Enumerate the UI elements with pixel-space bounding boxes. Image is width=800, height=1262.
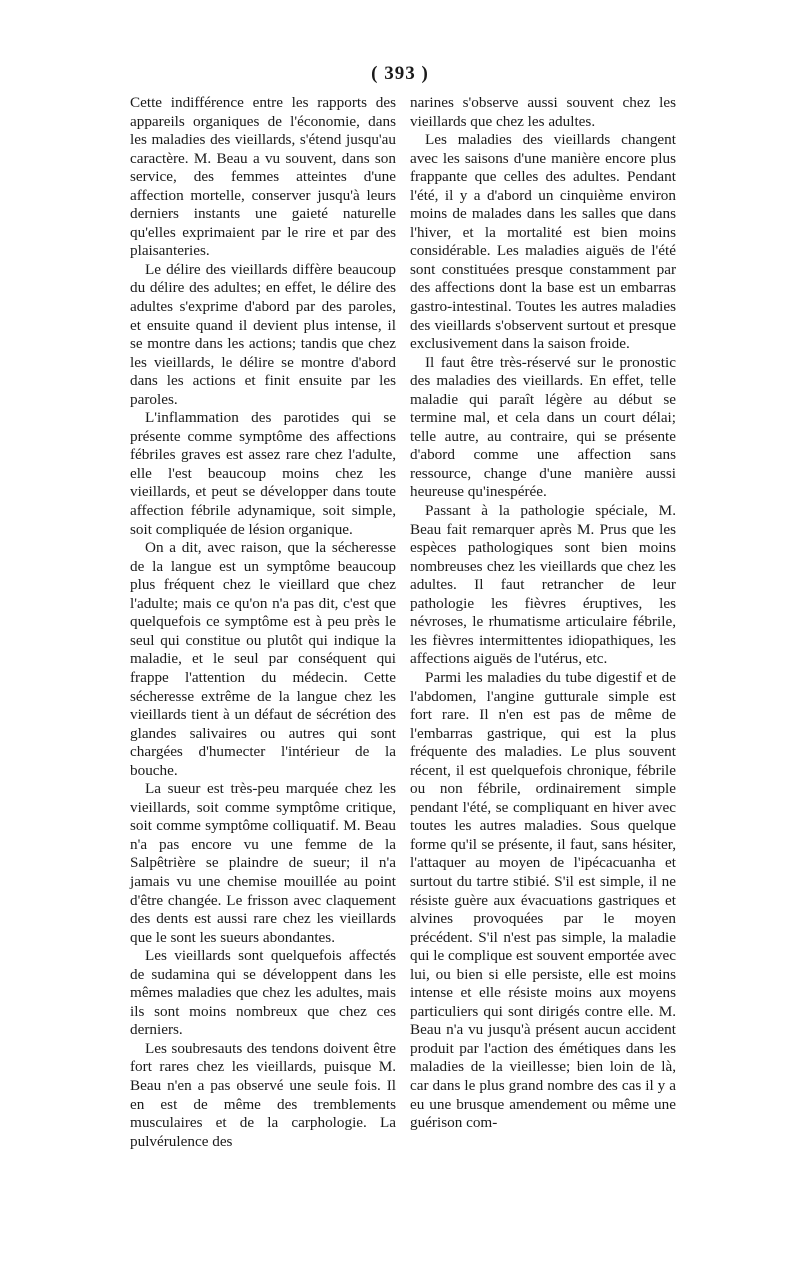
paragraph: Les soubresauts des tendons doivent être fort rares chez les vieillards, puisque M. Beau n'en a pas observé une seule fois. Il en est de même des tremblements musculaires et de la carphologie. La pulvérulence des (130, 1039, 396, 1150)
left-column (130, 94, 396, 1151)
paragraph: Les maladies des vieillards changent avec les saisons d'une manière encore plus frappante que celles des adultes. Pendant l'été, il y a d'abord un cinquième environ moins de malades dans les salles que dans l'hiver, et la mortalité est bien moins considérable. Les maladies aiguës de l'été sont constituées presque constamment par des affections dont la base est un embarras gastro-intestinal. Toutes les autres maladies des vieillards s'observent surtout et presque exclusivement dans la saison froide. (410, 131, 676, 353)
paragraph: Les vieillards sont quelquefois affectés de sudamina qui se développent dans les mêmes maladies que chez les adultes, mais ils sont moins nombreux que chez ces derniers. (130, 947, 396, 1039)
paragraph: La sueur est très-peu marquée chez les vieillards, soit comme symptôme critique, soit comme symptôme colliquatif. M. Beau n'a pas encore vu une femme de la Salpêtrière se plaindre de sueur; il n'a jamais vu une chemise mouillée au point d'être changée. Le frisson avec claquement des dents est aussi rare chez les vieillards que le sont les sueurs abondantes. (130, 780, 396, 946)
paragraph: Cette indifférence entre les rapports des appareils organiques de l'économie, dans les maladies des vieillards, s'étend jusqu'au caractère. M. Beau a vu souvent, dans son service, des femmes atteintes d'une affection mortelle, conserver jusqu'à leurs derniers instants une gaieté naturelle qu'elles exprimaient par le rire et par des plaisanteries. (130, 94, 396, 260)
paragraph: narines s'observe aussi souvent chez les vieillards que chez les adultes. (410, 94, 676, 130)
paragraph: L'inflammation des parotides qui se présente comme symptôme des affections fébriles graves est assez rare chez l'adulte, elle l'est beaucoup moins chez les vieillards, et peut se développer dans toute affection fébrile adynamique, soit simple, soit compliquée de lésion organique. (130, 409, 396, 538)
right-column (410, 94, 676, 1133)
paragraph: Le délire des vieillards diffère beaucoup du délire des adultes; en effet, le délire des adultes s'exprime d'abord par des paroles, et ensuite quand il devient plus intense, il se montre dans les actions; tandis que chez les vieillards, le délire se montre d'abord dans les actions et finit ensuite par les paroles. (130, 260, 396, 408)
paragraph: On a dit, avec raison, que la sécheresse de la langue est un symptôme beaucoup plus fréquent chez le vieillard que chez l'adulte; mais ce qu'on n'a pas dit, c'est que quelquefois ce symptôme est à peu près le seul qui constitue ou plutôt qui indique la maladie, et le seul par conséquent qui frappe l'attention du médecin. Cette sécheresse extrême de la langue chez les vieillards tient à un défaut de sécrétion des glandes salivaires ou autres qui sont chargées d'humecter l'intérieur de la bouche. (130, 539, 396, 779)
page-number: ( 393 ) (371, 63, 429, 84)
paragraph: Parmi les maladies du tube digestif et de l'abdomen, l'angine gutturale simple est fort rare. Il n'en est pas de même de l'embarras gastrique, qui est la plus fréquente des maladies. Le plus souvent récent, il est quelquefois chronique, fébrile ou non fébrile, ordinairement simple pendant l'été, se compliquant en hiver avec toutes les autres maladies. Sous quelque forme qu'il se présente, il faut, sans hésiter, l'attaquer au moyen de l'ipécacuanha et surtout du tartre stibié. S'il est simple, il ne résiste guère aux évacuations gastriques et alvines provoquées par le moyen précédent. S'il n'est pas simple, la maladie qui le complique est souvent emportée avec lui, ou bien si elle persiste, elle est moins intense et elle résiste moins aux moyens particuliers qui sont dirigés contre elle. M. Beau n'a vu jusqu'à présent aucun accident produit par l'action des émétiques dans les maladies de la vieillesse; bien loin de là, car dans le plus grand nombre des cas il y a eu une brusque amendement ou même une guérison com- (410, 668, 676, 1132)
paragraph: Passant à la pathologie spéciale, M. Beau fait remarquer après M. Prus que les espèces pathologiques sont bien moins nombreuses chez les vieillards que chez les adultes. Il faut retrancher de leur pathologie les fièvres éruptives, les névroses, le rhumatisme articulaire fébrile, les fièvres intermittentes idiopathiques, les affections aiguës de l'utérus, etc. (410, 502, 676, 668)
paragraph: Il faut être très-réservé sur le pronostic des maladies des vieillards. En effet, telle maladie qui paraît légère au début se termine mal, et cela dans un court délai; telle autre, au contraire, qui se présente d'abord comme une affection sans ressource, change d'une manière aussi heureuse qu'inespérée. (410, 353, 676, 501)
